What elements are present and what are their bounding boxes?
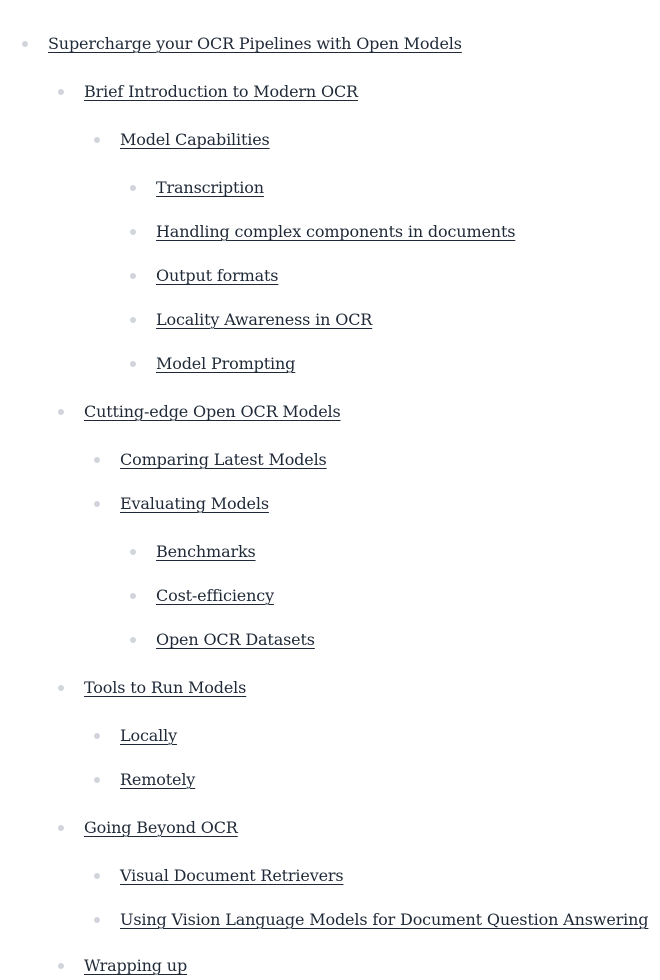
bullet-icon [94, 137, 100, 143]
bullet-icon [130, 185, 136, 191]
bullet-icon [94, 457, 100, 463]
toc-link[interactable]: Going Beyond OCR [84, 818, 238, 837]
toc-link[interactable]: Transcription [156, 178, 264, 197]
toc-link[interactable]: Open OCR Datasets [156, 630, 315, 649]
bullet-icon [58, 685, 64, 691]
toc-link[interactable]: Remotely [120, 770, 196, 789]
bullet-icon [94, 777, 100, 783]
bullet-icon [130, 549, 136, 555]
toc-link[interactable]: Wrapping up [84, 956, 188, 975]
bullet-icon [94, 733, 100, 739]
toc-link[interactable]: Locally [120, 726, 177, 745]
toc-link[interactable]: Comparing Latest Models [120, 450, 327, 469]
bullet-icon [130, 593, 136, 599]
bullet-icon [22, 41, 28, 47]
toc-link[interactable]: Handling complex components in documents [156, 222, 516, 241]
bullet-icon [130, 317, 136, 323]
toc-link[interactable]: Supercharge your OCR Pipelines with Open Models [48, 34, 462, 53]
toc-link[interactable]: Cost-efficiency [156, 586, 274, 605]
bullet-icon [130, 637, 136, 643]
toc-link[interactable]: Tools to Run Models [84, 678, 247, 697]
bullet-icon [94, 917, 100, 923]
toc-link[interactable]: Using Vision Language Models for Document Question Answering [120, 910, 649, 929]
toc-link[interactable]: Output formats [156, 266, 279, 285]
bullet-icon [94, 873, 100, 879]
toc-link[interactable]: Cutting-edge Open OCR Models [84, 402, 341, 421]
bullet-icon [130, 229, 136, 235]
toc-link[interactable]: Evaluating Models [120, 494, 269, 513]
bullet-icon [130, 361, 136, 367]
bullet-icon [58, 825, 64, 831]
toc-link[interactable]: Brief Introduction to Modern OCR [84, 82, 358, 101]
bullet-icon [58, 89, 64, 95]
bullet-icon [58, 963, 64, 969]
toc-link[interactable]: Locality Awareness in OCR [156, 310, 373, 329]
toc-link[interactable]: Visual Document Retrievers [120, 866, 344, 885]
toc-link[interactable]: Model Prompting [156, 354, 296, 373]
bullet-icon [58, 409, 64, 415]
bullet-icon [94, 501, 100, 507]
bullet-icon [130, 273, 136, 279]
toc-link[interactable]: Benchmarks [156, 542, 256, 561]
toc-link[interactable]: Model Capabilities [120, 130, 270, 149]
